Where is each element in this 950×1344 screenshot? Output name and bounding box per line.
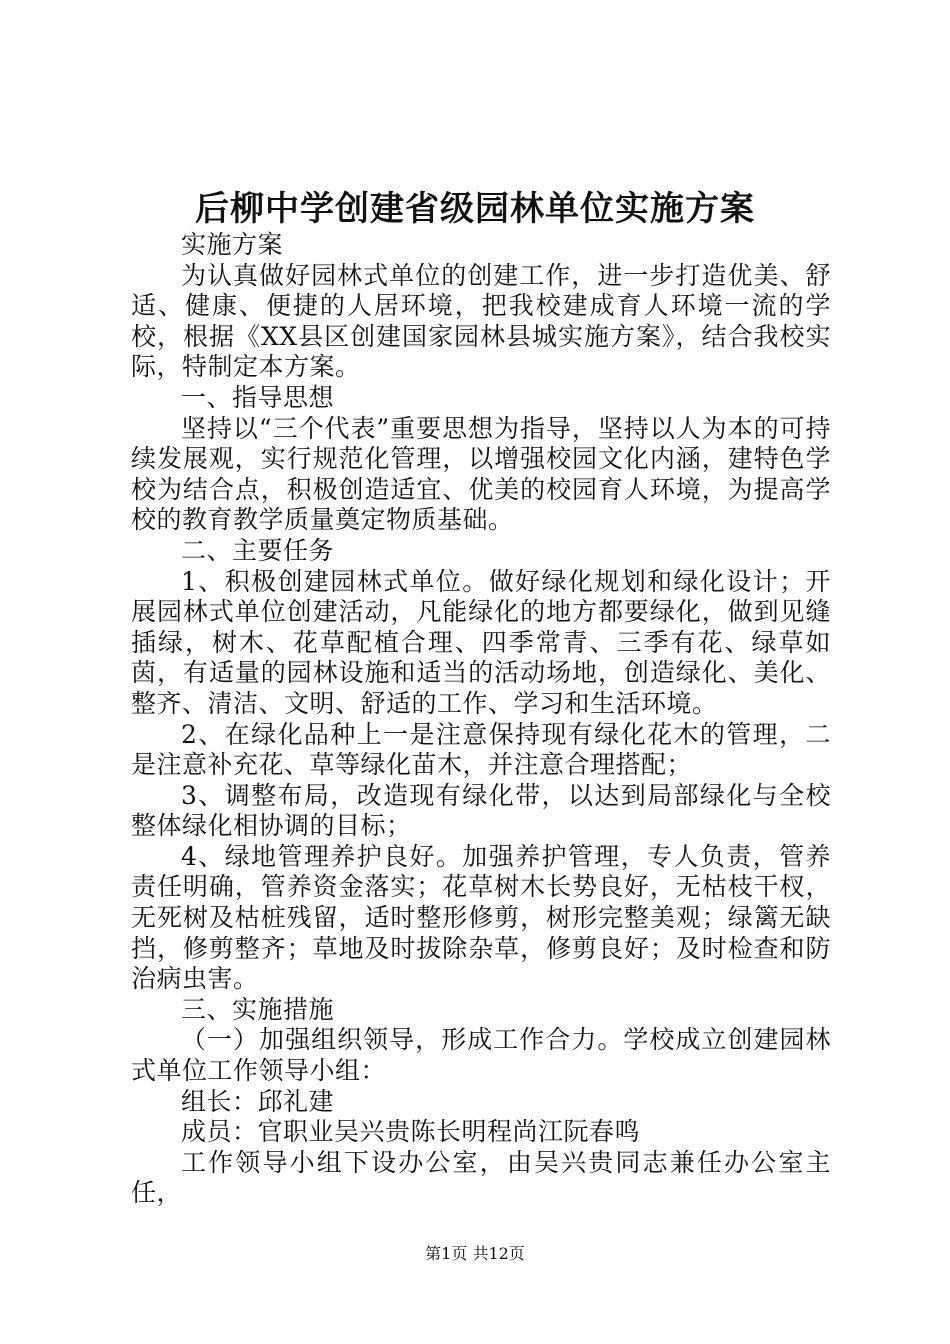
task-item-1: 1、积极创建园林式单位。做好绿化规划和绿化设计；开展园林式单位创建活动，凡能绿化的地方都要绿化，做到见缝插绿，树木、花草配植合理、四季常青、三季有花、绿草如茵，有适量的园林设施和适当的活动场地，创造绿化、美化、整齐、清洁、文明、舒适的工作、学习和生活环境。 bbox=[131, 566, 831, 718]
document-body bbox=[131, 230, 831, 1209]
section-heading-main-tasks: 二、主要任务 bbox=[181, 535, 335, 565]
section-heading-measures: 三、实施措施 bbox=[181, 994, 335, 1024]
measure-item-1: （一）加强组织领导，形成工作合力。学校成立创建园林式单位工作领导小组： bbox=[131, 1025, 831, 1086]
task-item-2: 2、在绿化品种上一是注意保持现有绿化花木的管理，二是注意补充花、草等绿化苗木，并注意合理搭配； bbox=[131, 719, 831, 780]
section-heading-guiding-ideology: 一、指导思想 bbox=[181, 382, 335, 412]
group-members-line: 成员：官职业吴兴贵陈长明程尚江阮春鸣 bbox=[181, 1117, 641, 1147]
page-number-footer: 第1页 共12页 bbox=[425, 1244, 525, 1263]
task-item-4: 4、绿地管理养护良好。加强养护管理，专人负责，管养责任明确，管养资金落实；花草树木长势良好，无枯枝干杈，无死树及枯桩残留，适时整形修剪，树形完整美观；绿篱无缺挡，修剪整齐；草地及时拔除杂草，修剪良好；及时检查和防治病虫害。 bbox=[131, 841, 831, 994]
document-title: 后柳中学创建省级园林单位实施方案 bbox=[195, 189, 755, 229]
guiding-ideology-paragraph: 坚持以“三个代表”重要思想为指导，坚持以人为本的可持续发展观，实行规范化管理，以增强校园文化内涵，建特色学校为结合点，积极创造适宜、优美的校园育人环境，为提高学校的教育教学质量奠定物质基础。 bbox=[131, 413, 831, 535]
office-paragraph: 工作领导小组下设办公室，由吴兴贵同志兼任办公室主任， bbox=[131, 1147, 831, 1208]
group-leader-line: 组长：邱礼建 bbox=[181, 1086, 335, 1116]
task-item-3: 3、调整布局，改造现有绿化带，以达到局部绿化与全校整体绿化相协调的目标； bbox=[131, 780, 831, 841]
section-label: 实施方案 bbox=[181, 230, 284, 259]
intro-paragraph: 为认真做好园林式单位的创建工作，进一步打造优美、舒适、健康、便捷的人居环境，把我校建成育人环境一流的学校，根据《XX县区创建国家园林县城实施方案》，结合我校实际，特制定本方案。 bbox=[131, 260, 831, 382]
